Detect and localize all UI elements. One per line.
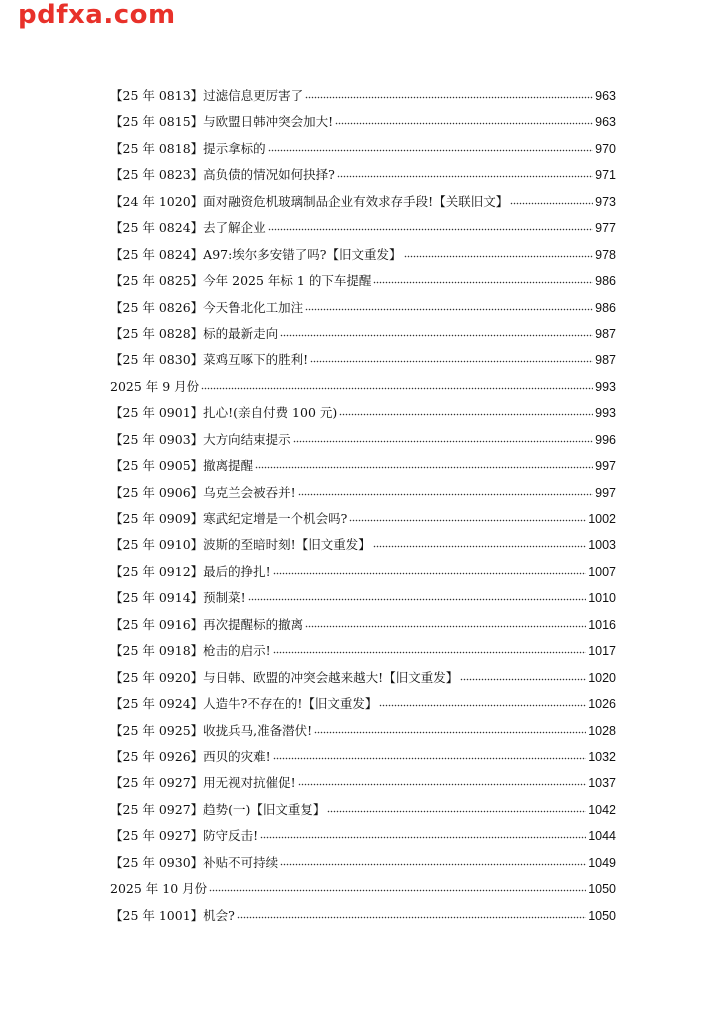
toc-entry-title: 【25 年 0925】收拢兵马,准备潜伏! bbox=[110, 722, 313, 738]
toc-dot-leader bbox=[273, 749, 586, 761]
toc-entry[interactable] bbox=[110, 271, 616, 297]
toc-dot-leader bbox=[335, 114, 593, 126]
toc-page-number: 1002 bbox=[588, 512, 616, 526]
toc-entry-title: 【25 年 0828】标的最新走向 bbox=[110, 325, 279, 341]
toc-page-number: 997 bbox=[595, 459, 616, 474]
toc-page-number: 1020 bbox=[588, 670, 616, 685]
toc-entry[interactable] bbox=[110, 826, 616, 852]
toc-entry[interactable] bbox=[110, 350, 616, 376]
toc-page-number: 977 bbox=[595, 221, 616, 236]
toc-entry-title: 【25 年 0927】趋势(一)【旧文重复】 bbox=[110, 801, 326, 817]
toc-dot-leader bbox=[337, 167, 593, 179]
toc-page-number: 1017 bbox=[588, 644, 616, 659]
toc-page-number: 1010 bbox=[588, 591, 616, 606]
toc-page-number: 1007 bbox=[588, 564, 616, 579]
toc-entry[interactable] bbox=[110, 509, 616, 535]
table-of-contents bbox=[110, 86, 616, 932]
toc-entry-title: 【25 年 0813】过滤信息更厉害了 bbox=[110, 88, 304, 103]
watermark: pdfxa.com bbox=[18, 0, 176, 30]
toc-page-number: 1016 bbox=[588, 617, 616, 632]
toc-page-number: 1037 bbox=[588, 776, 616, 791]
toc-page-number: 963 bbox=[595, 115, 616, 130]
toc-entry-title: 【25 年 0912】最后的挣扎! bbox=[110, 563, 271, 579]
toc-dot-leader bbox=[260, 828, 586, 840]
toc-dot-leader bbox=[404, 247, 594, 259]
toc-entry-title: 【25 年 0918】枪击的启示! bbox=[110, 643, 271, 659]
toc-dot-leader bbox=[280, 326, 593, 338]
toc-entry[interactable] bbox=[110, 535, 616, 561]
toc-dot-leader bbox=[293, 432, 593, 444]
toc-entry-title: 【25 年 0914】预制菜! bbox=[110, 590, 246, 606]
toc-entry-title: 【25 年 0920】与日韩、欧盟的冲突会越来越大!【旧文重发】 bbox=[110, 669, 459, 685]
toc-entry-title: 【25 年 0815】与欧盟日韩冲突会加大! bbox=[110, 114, 334, 130]
toc-entry[interactable] bbox=[110, 853, 616, 879]
toc-entry-title: 【25 年 0927】用无视对抗催促! bbox=[110, 775, 296, 791]
toc-entry[interactable] bbox=[110, 694, 616, 720]
toc-entry-title: 【25 年 0825】今年 2025 年标 1 的下车提醒 bbox=[110, 273, 372, 289]
toc-entry[interactable] bbox=[110, 86, 616, 112]
toc-dot-leader bbox=[305, 88, 593, 100]
toc-entry[interactable] bbox=[110, 668, 616, 694]
toc-entry-title: 【25 年 0826】今天鲁北化工加注 bbox=[110, 299, 304, 315]
toc-entry-title: 【25 年 0901】扎心!(亲自付费 100 元) bbox=[110, 405, 338, 421]
toc-dot-leader bbox=[305, 300, 593, 312]
toc-entry-title: 2025 年 10 月份 bbox=[110, 881, 208, 897]
toc-dot-leader bbox=[327, 802, 586, 814]
toc-dot-leader bbox=[209, 881, 586, 893]
toc-dot-leader bbox=[298, 775, 586, 787]
toc-entry[interactable] bbox=[110, 456, 616, 482]
toc-entry[interactable] bbox=[110, 562, 616, 588]
toc-dot-leader bbox=[268, 141, 593, 153]
toc-page-number: 993 bbox=[595, 379, 616, 394]
toc-dot-leader bbox=[373, 537, 586, 549]
toc-entry-title: 【25 年 0910】波斯的至暗时刻!【旧文重发】 bbox=[110, 537, 371, 553]
toc-dot-leader bbox=[280, 855, 586, 867]
toc-entry[interactable] bbox=[110, 165, 616, 191]
toc-entry[interactable] bbox=[110, 615, 616, 641]
toc-dot-leader bbox=[273, 643, 586, 655]
toc-page-number: 997 bbox=[595, 485, 616, 500]
toc-dot-leader bbox=[314, 723, 586, 735]
toc-dot-leader bbox=[268, 220, 593, 232]
toc-page-number: 996 bbox=[595, 432, 616, 447]
toc-entry-title: 【25 年 0903】大方向结束提示 bbox=[110, 431, 291, 447]
toc-entry[interactable] bbox=[110, 879, 616, 905]
toc-entry-title: 【25 年 0916】再次提醒标的撤离 bbox=[110, 616, 304, 632]
toc-entry-title: 【24 年 1020】面对融资危机玻璃制品企业有效求存手段!【关联旧文】 bbox=[110, 193, 509, 209]
toc-dot-leader bbox=[349, 511, 586, 523]
toc-entry[interactable] bbox=[110, 773, 616, 799]
toc-dot-leader bbox=[237, 908, 586, 920]
toc-entry-title: 【25 年 0906】乌克兰会被吞并! bbox=[110, 484, 296, 500]
toc-page-number: 1003 bbox=[588, 538, 616, 553]
toc-dot-leader bbox=[379, 696, 586, 708]
toc-entry[interactable] bbox=[110, 218, 616, 244]
toc-entry[interactable] bbox=[110, 721, 616, 747]
toc-dot-leader bbox=[373, 273, 593, 285]
toc-entry[interactable] bbox=[110, 747, 616, 773]
toc-entry[interactable] bbox=[110, 377, 616, 403]
toc-page-number: 1050 bbox=[588, 908, 616, 923]
toc-dot-leader bbox=[248, 590, 586, 602]
toc-page-number: 1032 bbox=[588, 749, 616, 764]
toc-page-number: 970 bbox=[595, 141, 616, 156]
toc-dot-leader bbox=[339, 405, 593, 417]
toc-entry-title: 【25 年 0905】撤离提醒 bbox=[110, 458, 254, 474]
toc-entry[interactable] bbox=[110, 112, 616, 138]
toc-page-number: 1050 bbox=[588, 882, 616, 897]
toc-entry-title: 2025 年 9 月份 bbox=[110, 378, 200, 394]
toc-dot-leader bbox=[510, 194, 593, 206]
toc-page-number: 963 bbox=[595, 89, 616, 103]
toc-dot-leader bbox=[201, 379, 593, 391]
toc-entry[interactable] bbox=[110, 483, 616, 509]
toc-entry-title: 【25 年 0927】防守反击! bbox=[110, 828, 259, 844]
toc-entry-title: 【25 年 0924】人造牛?不存在的!【旧文重发】 bbox=[110, 696, 378, 712]
toc-entry[interactable] bbox=[110, 245, 616, 271]
toc-page-number: 973 bbox=[595, 194, 616, 209]
toc-page-number: 971 bbox=[595, 168, 616, 183]
toc-entry[interactable] bbox=[110, 641, 616, 667]
toc-entry[interactable] bbox=[110, 324, 616, 350]
toc-entry[interactable] bbox=[110, 139, 616, 165]
toc-entry[interactable] bbox=[110, 403, 616, 429]
toc-entry-title: 【25 年 0926】西贝的灾难! bbox=[110, 748, 271, 764]
toc-dot-leader bbox=[298, 485, 593, 497]
toc-entry-title: 【25 年 1001】机会? bbox=[110, 907, 235, 923]
toc-entry[interactable] bbox=[110, 430, 616, 456]
toc-entry[interactable] bbox=[110, 588, 616, 614]
toc-dot-leader bbox=[273, 564, 586, 576]
toc-entry[interactable] bbox=[110, 298, 616, 324]
toc-page-number: 1049 bbox=[588, 855, 616, 870]
toc-page-number: 987 bbox=[595, 326, 616, 341]
toc-page-number: 1044 bbox=[588, 829, 616, 844]
toc-page-number: 993 bbox=[595, 406, 616, 421]
toc-entry-title: 【25 年 0824】去了解企业 bbox=[110, 220, 266, 236]
toc-entry-title: 【25 年 0823】高负债的情况如何抉择? bbox=[110, 167, 335, 183]
toc-entry-title: 【25 年 0830】菜鸡互啄下的胜利! bbox=[110, 352, 309, 368]
toc-page-number: 1042 bbox=[588, 802, 616, 817]
toc-entry-title: 【25 年 0824】A97:埃尔多安错了吗?【旧文重发】 bbox=[110, 246, 402, 262]
toc-entry-title: 【25 年 0930】补贴不可持续 bbox=[110, 854, 279, 870]
toc-page-number: 987 bbox=[595, 353, 616, 368]
toc-page-number: 1028 bbox=[588, 723, 616, 738]
toc-dot-leader bbox=[310, 352, 593, 364]
toc-page-number: 1026 bbox=[588, 697, 616, 712]
toc-entry[interactable] bbox=[110, 800, 616, 826]
toc-entry-title: 【25 年 0909】寒武纪定增是一个机会吗? bbox=[110, 511, 348, 526]
toc-page-number: 978 bbox=[595, 247, 616, 262]
toc-dot-leader bbox=[305, 617, 586, 629]
toc-dot-leader bbox=[255, 458, 593, 470]
toc-dot-leader bbox=[460, 670, 586, 682]
toc-page-number: 986 bbox=[595, 274, 616, 289]
toc-entry[interactable] bbox=[110, 192, 616, 218]
toc-page-number: 986 bbox=[595, 300, 616, 315]
toc-entry[interactable] bbox=[110, 906, 616, 932]
toc-entry-title: 【25 年 0818】提示拿标的 bbox=[110, 140, 266, 156]
